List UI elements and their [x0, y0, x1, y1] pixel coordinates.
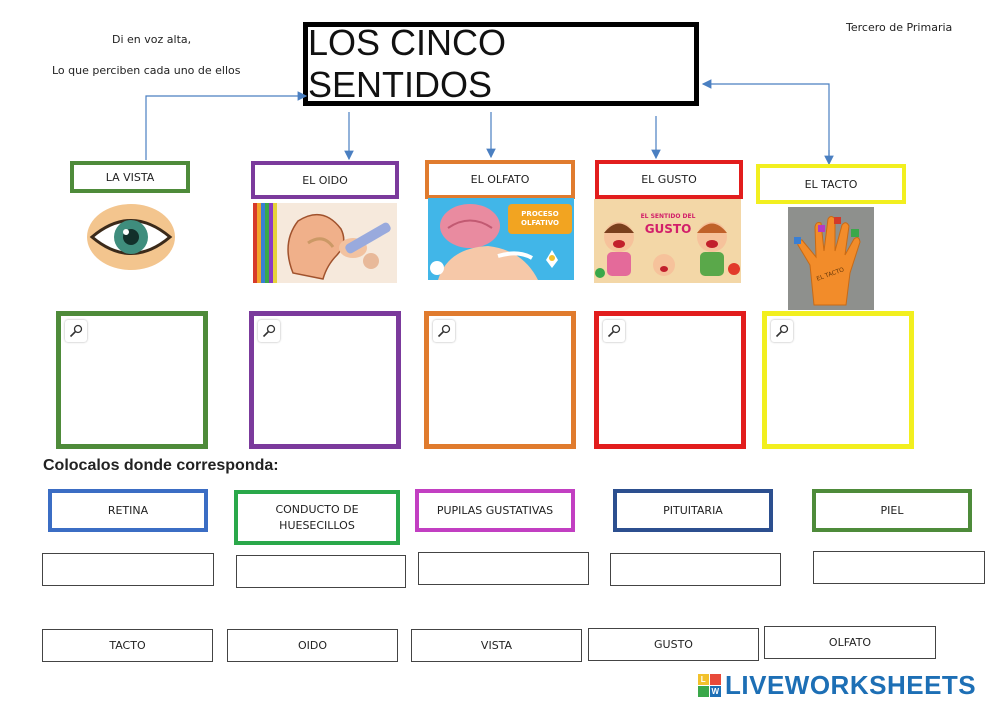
word-tacto[interactable]: TACTO — [42, 629, 213, 662]
answer-box-tacto[interactable] — [762, 311, 914, 449]
word-gusto[interactable]: GUSTO — [588, 628, 759, 661]
instruction-line-2: Lo que perciben cada uno de ellos — [52, 64, 241, 77]
gusto-image-title: EL SENTIDO DEL GUSTO — [640, 213, 696, 236]
tacto-image-label: EL TACTO — [815, 266, 846, 283]
word-vista[interactable]: VISTA — [411, 629, 582, 662]
answer-box-gusto[interactable] — [594, 311, 746, 449]
sense-label-tacto: EL TACTO — [756, 164, 906, 204]
subheading: Colocalos donde corresponda: — [43, 457, 279, 474]
sense-label-olfato: EL OLFATO — [425, 160, 575, 199]
drop-slot-2[interactable] — [236, 555, 406, 588]
page-title: LOS CINCO SENTIDOS — [303, 22, 699, 106]
ear-image — [253, 203, 397, 283]
term-pituitaria[interactable]: PITUITARIA — [613, 489, 773, 532]
drop-slot-4[interactable] — [610, 553, 781, 586]
olfato-image — [428, 198, 574, 280]
olfato-image-banner: PROCESO OLFATIVO — [508, 204, 572, 234]
gusto-image — [594, 199, 741, 283]
sense-label-oido: EL OIDO — [251, 161, 399, 199]
liveworksheets-logo: L W LIVEWORKSHEETS — [698, 670, 976, 701]
drop-slot-5[interactable] — [813, 551, 985, 584]
microphone-icon[interactable] — [258, 320, 280, 342]
grade-label: Tercero de Primaria — [846, 21, 953, 34]
term-piel[interactable]: PIEL — [812, 489, 972, 532]
microphone-icon[interactable] — [65, 320, 87, 342]
eye-image — [86, 202, 176, 272]
answer-box-oido[interactable] — [249, 311, 401, 449]
tacto-image — [788, 207, 874, 310]
term-conducto-huesecillos[interactable]: CONDUCTO DE HUESECILLOS — [234, 490, 400, 545]
microphone-icon[interactable] — [603, 320, 625, 342]
word-olfato[interactable]: OLFATO — [764, 626, 936, 659]
sense-label-vista: LA VISTA — [70, 161, 190, 193]
drop-slot-3[interactable] — [418, 552, 589, 585]
microphone-icon[interactable] — [771, 320, 793, 342]
answer-box-olfato[interactable] — [424, 311, 576, 449]
instruction-line-1: Di en voz alta, — [112, 33, 192, 46]
microphone-icon[interactable] — [433, 320, 455, 342]
sense-label-gusto: EL GUSTO — [595, 160, 743, 199]
word-oido[interactable]: OIDO — [227, 629, 398, 662]
answer-box-vista[interactable] — [56, 311, 208, 449]
drop-slot-1[interactable] — [42, 553, 214, 586]
term-retina[interactable]: RETINA — [48, 489, 208, 532]
liveworksheets-logo-icon: L W — [698, 674, 721, 697]
term-pupilas-gustativas[interactable]: PUPILAS GUSTATIVAS — [415, 489, 575, 532]
